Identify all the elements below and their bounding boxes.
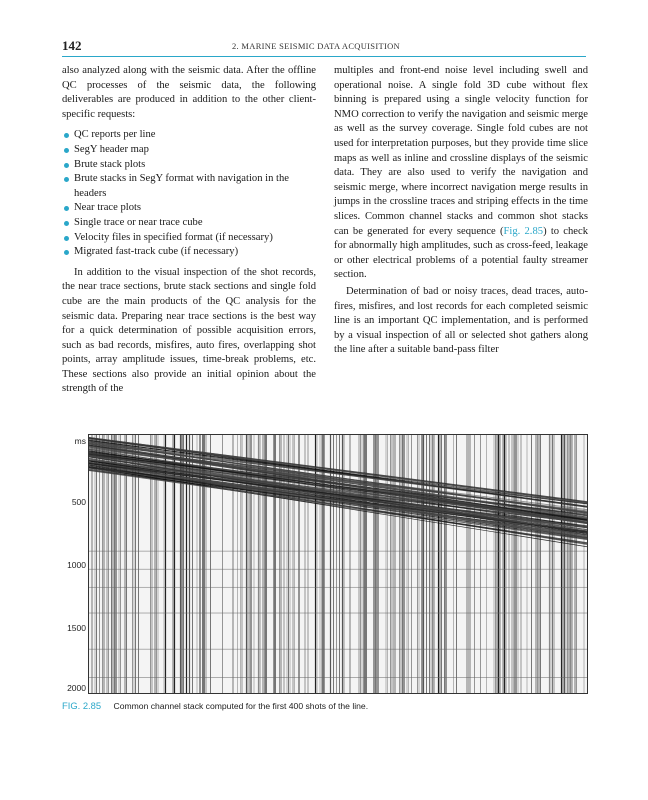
list-item: Near trace plots [74,201,316,216]
bad-traces-paragraph: Determination of bad or noisy traces, dead traces, auto-fires, misfires, and lost records for each completed seismic line is an important QC implementation, and is performed by a visual inspection of all or selected shot gathers along the line after a suitable band-pass filter [334,285,588,356]
list-item: Velocity files in specified format (if necessary) [74,231,316,246]
y-tick-label: 1000 [67,560,86,570]
y-tick-label: 500 [71,497,86,507]
y-axis-unit: ms [74,436,86,446]
single-fold-paragraph [334,64,588,283]
list-item: Brute stacks in SegY format with navigation in the headers [74,172,316,201]
figure-label: FIG. 2.85 [62,700,102,711]
page-header [62,36,586,57]
deliverables-list [62,128,316,259]
seismic-plot [88,434,588,694]
figure [62,434,586,694]
running-head: 2. MARINE SEISMIC DATA ACQUISITION [232,41,400,51]
list-item: Migrated fast-track cube (if necessary) [74,245,316,260]
list-item: Brute stack plots [74,158,316,173]
figure-caption [62,700,368,711]
y-tick-label: 2000 [67,683,86,693]
qc-paragraph: In addition to the visual inspection of the shot records, the near trace sections, brute stack sections and single fold cube are the main products of the QC analysis for the seismic data. Preparing near trace sections is the best way for a quick determination of possible acquisition errors, such as bad records, misfires, auto fires, overlapping shot points, array amplitude issues, time-break problems, etc. These sections also provide an initial opinion about the strength of the [62,266,316,395]
list-item: SegY header map [74,143,316,158]
paragraph-text: multiples and front-end noise level including swell and operational noise. A single fold 3D cube without flex binning is prepared using a single velocity function for NMO correction to verify the navigation and seismic merge as well as the survey coverage. Single fold cubes are not used for interpretation purposes, but they provide time slice maps as well as inline and crossline displays of the seismic data. They are also used to verify the navigation and seismic merge, where incorrect navigation merge results in jumps in the crossline traces and striping effects in the time slices. Common channel stacks and common shot stacks can be generated for every sequence ( [334,65,588,237]
y-tick-label: 1500 [67,623,86,633]
right-column [334,64,588,358]
list-item: Single trace or near trace cube [74,216,316,231]
list-item: QC reports per line [74,128,316,143]
seismic-section-image [89,435,587,693]
caption-text: Common channel stack computed for the first 400 shots of the line. [113,701,369,711]
page-number: 142 [62,38,82,53]
paragraph-text: ) to check for abnormally high amplitudes, such as cross-feed, leakage or other electrical problems of a potential faulty streamer section. [334,225,588,281]
figure-reference-link[interactable]: Fig. 2.85 [503,225,544,237]
intro-paragraph: also analyzed along with the seismic data. After the offline QC processes of the seismic data, the following deliverables are produced in addition to the other client-specific requests: [62,65,316,120]
left-column [62,64,316,397]
